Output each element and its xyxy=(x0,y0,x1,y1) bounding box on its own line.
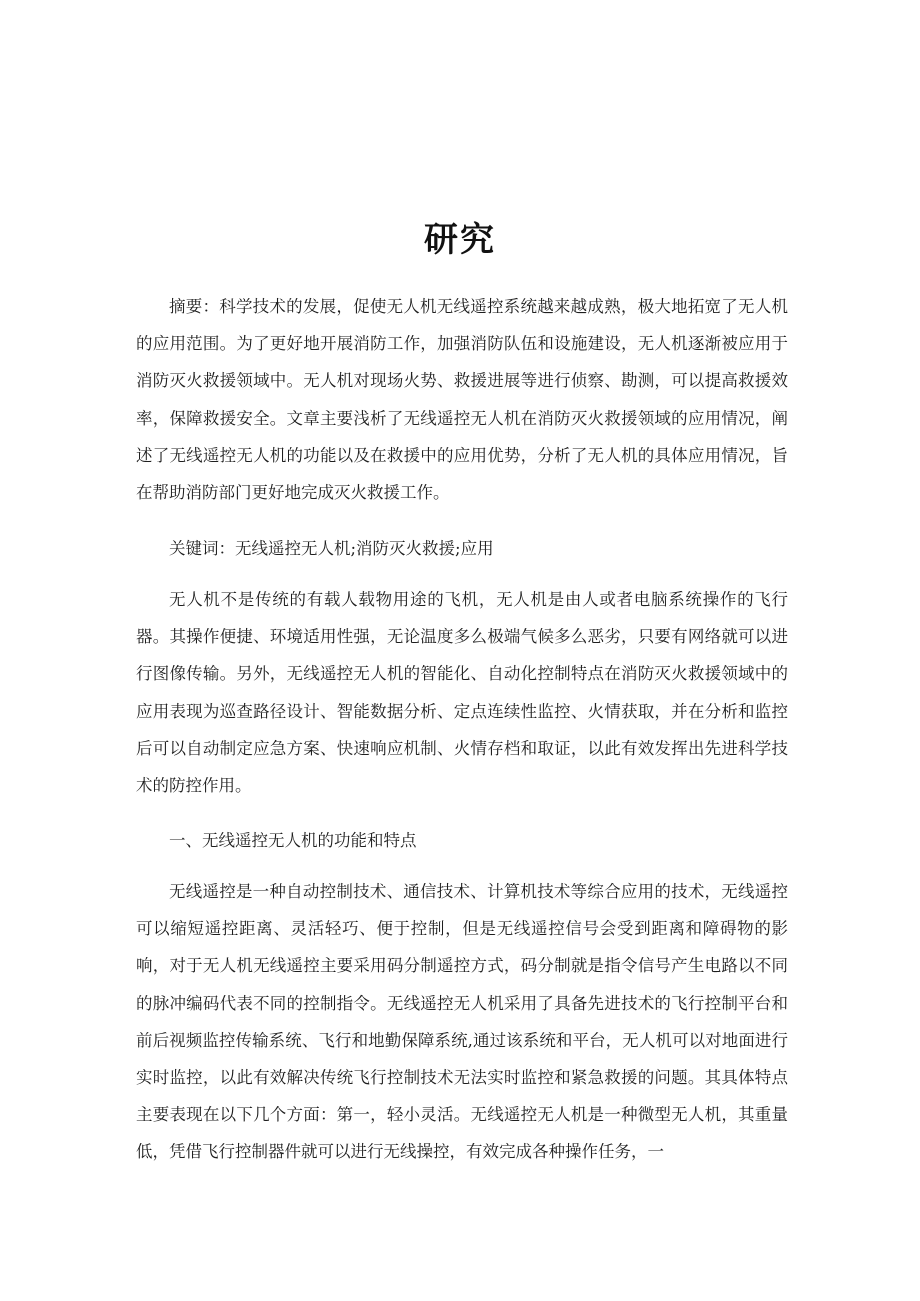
section-heading: 一、无线遥控无人机的功能和特点 xyxy=(169,831,417,850)
abstract-paragraph: 摘要：科学技术的发展，促使无人机无线遥控系统越来越成熟，极大地拓宽了无人机的应用范围。为了更好地开展消防工作，加强消防队伍和设施建设，无人机逐渐被应用于消防灭火救援领域中。无人机对现场火势、救援进展等进行侦察、勘测，可以提高救援效率，保障救援安全。文章主要浅析了无线遥控无人机在消防灭火救援领域的应用情况，阐述了无线遥控无人机的功能以及在救援中的应用优势，分析了无人机的具体应用情况，旨在帮助消防部门更好地完成灭火救援工作。 xyxy=(136,297,788,503)
document-title: 研究 xyxy=(424,220,496,260)
section-body-paragraph: 无线遥控是一种自动控制技术、通信技术、计算机技术等综合应用的技术，无线遥控可以缩短遥控距离、灵活轻巧、便于控制，但是无线遥控信号会受到距离和障碍物的影响，对于无人机无线遥控主要采用码分制遥控方式，码分制就是指令信号产生电路以不同的脉冲编码代表不同的控制指令。无线遥控无人机采用了具备先进技术的飞行控制平台和前后视频监控传输系统、飞行和地勤保障系统,通过该系统和平台，无人机可以对地面进行实时监控，以此有效解决传统飞行控制技术无法实时监控和紧急救援的问题。其具体特点主要表现在以下几个方面：第一，轻小灵活。无线遥控无人机是一种微型无人机，其重量低，凭借飞行控制器件就可以进行无线操控，有效完成各种操作任务，一 xyxy=(136,882,788,1162)
keywords-line: 关键词：无线遥控无人机;消防灭火救援;应用 xyxy=(169,539,494,558)
intro-paragraph: 无人机不是传统的有载人载物用途的飞机，无人机是由人或者电脑系统操作的飞行器。其操作便捷、环境适用性强，无论温度多么极端气候多么恶劣，只要有网络就可以进行图像传输。另外，无线遥控无人机的智能化、自动化控制特点在消防灭火救援领域中的应用表现为巡查路径设计、智能数据分析、定点连续性监控、火情获取，并在分析和监控后可以自动制定应急方案、快速响应机制、火情存档和取证，以此有效发挥出先进科学技术的防控作用。 xyxy=(136,590,788,796)
